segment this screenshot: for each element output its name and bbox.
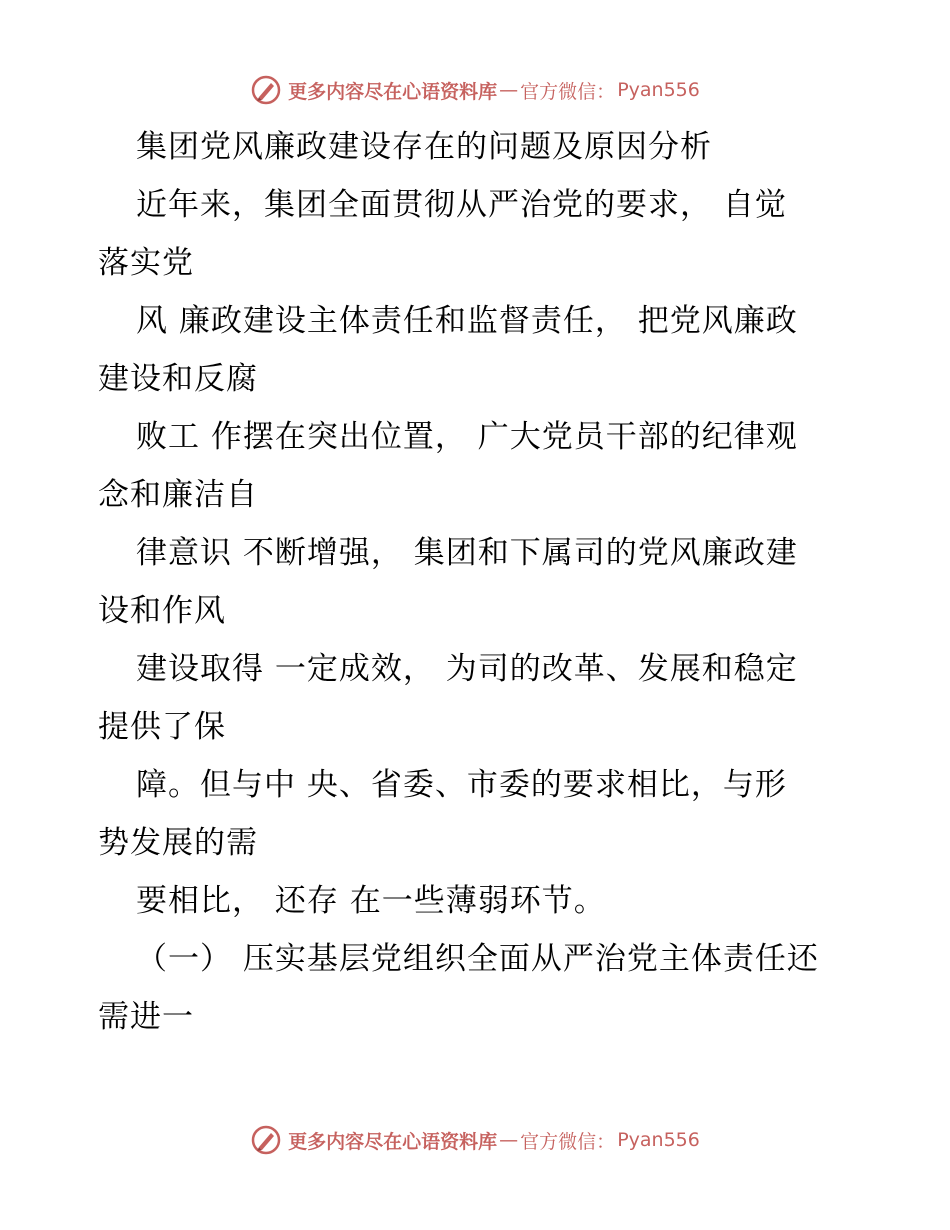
document-body <box>98 118 858 1046</box>
watermark-text: 更多内容尽在心语资料库 <box>288 80 498 103</box>
watermark-text: 更多内容尽在心语资料库 <box>288 1130 498 1153</box>
watermark-contact-label: 官方微信： <box>520 80 616 103</box>
paragraph-line: 败工 作摆在突出位置， 广大党员干部的纪律观 <box>136 419 798 455</box>
paragraph-line: 落实党 <box>98 245 194 281</box>
paragraph-line: 建设和反腐 <box>98 361 258 397</box>
paragraph-line: 要相比， 还存 在一些薄弱环节。 <box>136 883 606 919</box>
watermark-dash: — <box>499 1129 519 1151</box>
paragraph-line: 设和作风 <box>98 593 226 629</box>
pen-logo-icon <box>250 74 282 106</box>
document-title: 集团党风廉政建设存在的问题及原因分析 <box>136 129 712 165</box>
paragraph-line: 需进一 <box>98 999 194 1035</box>
pen-logo-icon <box>250 1124 282 1156</box>
paragraph-line: 风 廉政建设主体责任和监督责任， 把党风廉政 <box>136 303 798 339</box>
paragraph-line: 近年来，集团全面贯彻从严治党的要求， 自觉 <box>136 187 787 223</box>
header-watermark <box>0 72 950 108</box>
watermark-contact-id: Pyan556 <box>617 1129 700 1151</box>
paragraph-line: 律意识 不断增强， 集团和下属司的党风廉政建 <box>136 535 798 571</box>
paragraph-line: 念和廉洁自 <box>98 477 258 513</box>
watermark-contact-id: Pyan556 <box>617 79 700 101</box>
paragraph-line: 障。但与中 央、省委、市委的要求相比，与形 <box>136 767 787 803</box>
paragraph-line: 势发展的需 <box>98 825 258 861</box>
paragraph-line: 提供了保 <box>98 709 226 745</box>
watermark-dash: — <box>499 79 519 101</box>
section-heading: （一） 压实基层党组织全面从严治党主体责任还 <box>136 941 819 977</box>
footer-watermark <box>0 1122 950 1158</box>
watermark-contact-label: 官方微信： <box>520 1130 616 1153</box>
paragraph-line: 建设取得 一定成效， 为司的改革、发展和稳定 <box>136 651 798 687</box>
